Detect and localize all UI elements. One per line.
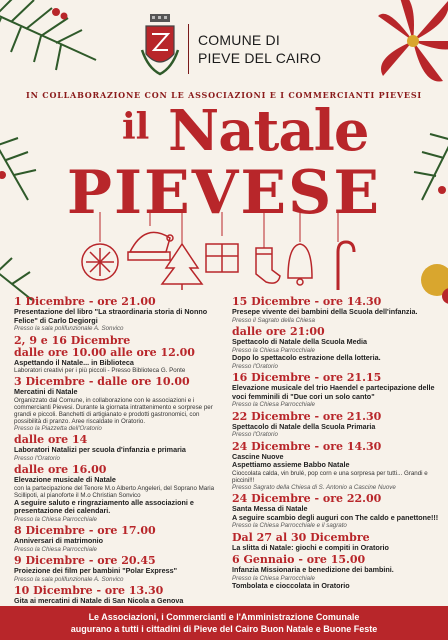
event-location: Presso la Piazzetta dell'Oratorio: [14, 424, 102, 432]
event-location: Presso la Chiesa Parrocchiale: [14, 515, 97, 523]
event-item: [14, 525, 228, 553]
event-date: 3 Dicembre - dalle ore 10.00: [14, 375, 190, 388]
event-location: Presso la Chiesa Parrocchiale e il sagrato: [232, 522, 347, 529]
event-item: [14, 464, 228, 523]
event-description: Organizzato dal Comune, in collaborazione con le associazioni e i commercianti Pievesi. Durante la giornata intrattenimento e sorprese per grandi e piccoli. Banchetti di artigianato e prodotti gastronomici, con possibilità di pranzo. Aree riscaldate in Oratorio.: [14, 396, 213, 425]
event-description: con la partecipazione del Tenore M.o Alberto Angeleri, del Soprano Maria Scillipoti, al pianoforte il M.o Christian Sonvico: [14, 484, 215, 499]
event-location: Presso la Chiesa Parrocchiale: [232, 401, 315, 408]
event-date: 16 Dicembre - ore 21.15: [232, 371, 382, 384]
event-date: 22 Dicembre - ore 21.30: [232, 409, 382, 423]
event-title: Gita ai mercatini di Natale di San Nicola a Genova: [14, 596, 184, 605]
event-item: [232, 326, 446, 370]
event-program: [0, 296, 448, 606]
event-location: Presso la Chiesa Parrocchiale: [14, 545, 97, 553]
event-subtitle: A seguire saluto e ringraziamento alle associazioni e presentazione dei calendari.: [14, 497, 194, 515]
event-date: dalle ore 21:00: [232, 325, 325, 338]
event-location: Presso la sala polifunzionale A. Sonvico: [14, 575, 124, 583]
event-subtitle: Aspettiamo assieme Babbo Natale: [232, 460, 350, 469]
event-location: Presso la Chiesa Parrocchiale: [232, 574, 315, 582]
header-divider: [188, 24, 189, 74]
municipal-crest-icon: [140, 14, 180, 76]
event-location: Presso la sala polifunzionale A. Sonvico: [14, 325, 124, 332]
event-title: Mercatini di Natale: [14, 387, 78, 396]
event-item: [14, 376, 228, 432]
event-title: Cascine Nuove: [232, 451, 284, 461]
stocking-ornament: [256, 248, 280, 283]
event-location: Presso l'Oratorio: [232, 362, 278, 370]
comune-label: COMUNE DI: [198, 32, 280, 48]
event-description: Laboratori creativi per i più piccoli - Presso Biblioteca G. Ponte: [14, 367, 186, 374]
event-title: Santa Messa di Natale: [232, 504, 308, 513]
event-location: Presso Sagrato della Chiesa di S. Antonio a Cascine Nuove: [232, 483, 396, 491]
event-title: Aspettando il Natale... in Biblioteca: [14, 357, 134, 367]
event-subtitle: A seguire scambio degli auguri con The caldo e panettone!!!: [232, 512, 439, 522]
event-date: dalle ore 14: [14, 433, 88, 446]
footer-line-1: Le Associazioni, i Commercianti e l'Amministrazione Comunale: [88, 612, 360, 622]
event-date: Dal 27 al 30 Dicembre: [232, 530, 370, 544]
event-title: Spettacolo di Natale della Scuola Primaria: [232, 421, 376, 431]
event-item: [232, 493, 446, 530]
event-title: Elevazione musicale del trio Haendel e partecipazione delle voci femminili di "Due cori un solo canto": [232, 383, 435, 401]
hanging-ornaments: [70, 212, 380, 294]
tree-ornament: [162, 244, 202, 290]
event-item: [14, 296, 228, 333]
title-pievese: PIEVESE: [66, 158, 382, 228]
event-location: Presso l'Oratorio: [14, 454, 60, 462]
event-title: Anniversari di matrimonio: [14, 536, 104, 545]
comune-name: PIEVE DEL CAIRO: [198, 50, 322, 66]
event-item: [14, 434, 228, 462]
title-il: il: [122, 106, 150, 148]
bell-ornament: [288, 244, 312, 285]
event-item: [232, 554, 446, 591]
event-item: [232, 411, 446, 439]
event-date: 24 Dicembre - ore 14.30: [232, 439, 382, 453]
event-description: Cioccolata calda, vin brulé, pop corn e una sorpresa per tutti... Grandi e piccini!!!: [232, 469, 428, 484]
events-column-left: [14, 296, 228, 615]
event-title: Elevazione musicale di Natale: [14, 475, 116, 484]
event-location: Presso la Chiesa Parrocchiale: [232, 346, 315, 354]
event-item: [14, 555, 228, 583]
event-date: dalle ore 16.00: [14, 463, 107, 476]
event-item: [232, 532, 446, 553]
header: [0, 10, 448, 80]
event-title: Laboratori Natalizi per scuola d'infanzia e primaria: [14, 445, 186, 454]
event-date: 1 Dicembre - ore 21.00: [14, 295, 156, 308]
event-title: Spettacolo di Natale della Scuola Media: [232, 337, 368, 346]
event-title: Infanzia Missionaria e benedizione dei bambini.: [232, 565, 394, 574]
snowflake-ornament: [82, 244, 118, 280]
event-item: [232, 296, 446, 324]
event-date: 10 Dicembre - ore 13.30: [14, 584, 164, 597]
title-natale: Natale: [168, 98, 369, 164]
footer-line-2: augurano a tutti i cittadini di Pieve del Cairo Buon Natale e Buone Feste: [70, 624, 378, 634]
event-title: Proiezione dei film per bambini "Polar Express": [14, 566, 177, 575]
event-title: Presepe vivente dei bambini della Scuola dell'infanzia.: [232, 307, 418, 316]
event-time: dalle ore 10.00 alle ore 12.00: [14, 345, 195, 359]
event-date: 24 Dicembre - ore 22.00: [232, 492, 382, 505]
event-date: 15 Dicembre - ore 14.30: [232, 295, 382, 308]
event-item: [14, 335, 228, 375]
collaboration-line: IN COLLABORAZIONE CON LE ASSOCIAZIONI E I COMMERCIANTI PIEVESI: [26, 90, 422, 100]
events-column-right: [232, 296, 446, 593]
event-item: [232, 372, 446, 409]
event-subtitle: Dopo lo spettacolo estrazione della lotteria.: [232, 353, 381, 362]
gift-ornament: [206, 244, 238, 272]
event-date: 8 Dicembre - ore 17.00: [14, 524, 156, 537]
event-date: 2, 9 e 16 Dicembre: [14, 333, 131, 347]
event-item: [232, 441, 446, 492]
footer-banner: [0, 606, 448, 640]
event-location: Presso l'Oratorio: [232, 431, 278, 438]
event-subtitle: Tombolata e cioccolata in Oratorio: [232, 581, 350, 590]
event-date: 9 Dicembre - ore 20.45: [14, 554, 156, 567]
event-title: La slitta di Natale: giochi e compiti in Oratorio: [232, 542, 389, 552]
event-location: Presso il Sagrato della Chiesa: [232, 316, 315, 324]
santa-hat-ornament: [128, 232, 173, 260]
event-title: Presentazione del libro "La straordinaria storia di Nonno Felice" di Carlo Degiorgi: [14, 307, 208, 325]
event-date: 6 Gennaio - ore 15.00: [232, 553, 366, 566]
candy-cane-ornament: [338, 242, 354, 290]
